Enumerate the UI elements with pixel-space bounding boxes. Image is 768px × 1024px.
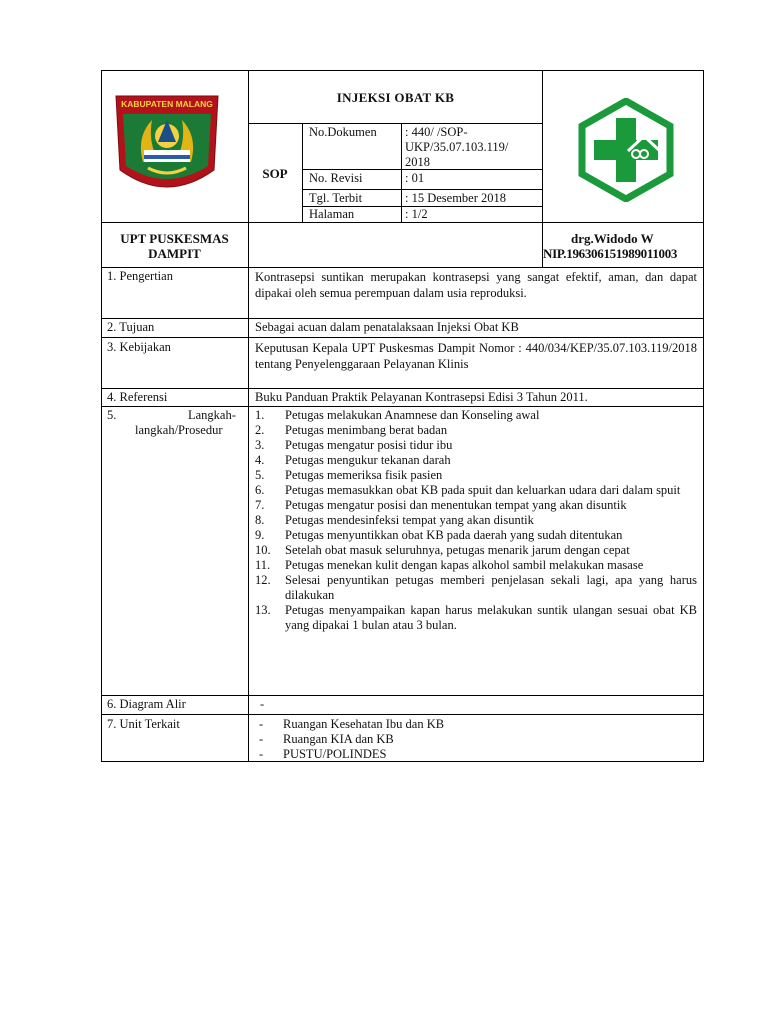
diagram-label: 6. Diagram Alir	[107, 697, 186, 711]
org-name: UPT PUSKESMAS DAMPIT	[120, 231, 229, 261]
diagram-text: -	[260, 697, 265, 711]
procedure-step: 1. Petugas melakukan Anamnese dan Konseling awal	[255, 408, 540, 422]
sop-label: SOP	[262, 166, 288, 181]
procedure-step: 7. Petugas mengatur posisi dan menentukan tempat yang akan disuntik	[255, 498, 627, 512]
pengertian-label: 1. Pengertian	[107, 269, 173, 283]
prosedur-label-line2: langkah/Prosedur	[135, 423, 223, 437]
unit-item: - Ruangan Kesehatan Ibu dan KB	[259, 717, 445, 731]
procedure-steps	[255, 408, 697, 633]
signer-nip: NIP.196306151989011003	[543, 246, 678, 261]
procedure-step: 10. Setelah obat masuk seluruhnya, petugas menarik jarum dengan cepat	[255, 543, 630, 557]
unit-label: 7. Unit Terkait	[107, 717, 180, 731]
unit-item: - Ruangan KIA dan KB	[259, 732, 394, 746]
procedure-step: 11. Petugas menekan kulit dengan kapas alkohol sambil melakukan masase	[255, 558, 644, 572]
procedure-step: 5. Petugas memeriksa fisik pasien	[255, 468, 443, 482]
issue-date-label: Tgl. Terbit	[309, 191, 363, 205]
procedure-step: 9. Petugas menyuntikkan obat KB pada daerah yang sudah ditentukan	[255, 528, 623, 542]
page-value: : 1/2	[405, 207, 428, 221]
procedure-step: 12. Selesai penyuntikan petugas memberi penjelasan sekali lagi, apa yang harus dilakukan	[255, 573, 697, 602]
tujuan-label: 2. Tujuan	[107, 320, 155, 334]
prosedur-label-line1: Langkah-	[188, 408, 236, 422]
kebijakan-label: 3. Kebijakan	[107, 340, 171, 354]
unit-list	[259, 717, 689, 762]
prosedur-label-num: 5.	[107, 408, 117, 422]
referensi-label: 4. Referensi	[107, 390, 168, 404]
procedure-step: 3. Petugas mengatur posisi tidur ibu	[255, 438, 453, 452]
referensi-text: Buku Panduan Praktik Pelayanan Kontrasepsi Edisi 3 Tahun 2011.	[255, 390, 588, 404]
kabupaten-malang-logo	[108, 92, 226, 200]
tujuan-text: Sebagai acuan dalam penatalaksaan Injeksi Obat KB	[255, 320, 519, 334]
page-label: Halaman	[309, 207, 355, 221]
pengertian-text: Kontrasepsi suntikan merupakan kontrasepsi yang sangat efektif, aman, dan dapat dipakai oleh semua perempuan dalam usia reproduksi.	[255, 270, 697, 300]
procedure-step: 2. Petugas menimbang berat badan	[255, 423, 448, 437]
revision-label: No. Revisi	[309, 171, 363, 185]
doc-number-label: No.Dokumen	[309, 125, 377, 139]
doc-number-value: : 440/ /SOP-UKP/35.07.103.119/ 2018	[405, 125, 509, 169]
kebijakan-text: Keputusan Kepala UPT Puskesmas Dampit Nomor : 440/034/KEP/35.07.103.119/2018 tentang Penyelenggaraan Pelayanan Klinis	[255, 341, 697, 371]
puskesmas-logo	[576, 98, 676, 202]
procedure-step: 13. Petugas menyampaikan kapan harus melakukan suntik ulangan sesuai obat KB yang dipakai 1 bulan atau 3 bulan.	[255, 603, 697, 632]
issue-date-value: : 15 Desember 2018	[405, 191, 507, 205]
revision-value: : 01	[405, 171, 425, 185]
procedure-step: 6. Petugas memasukkan obat KB pada spuit dan keluarkan udara dari dalam spuit	[255, 483, 681, 497]
procedure-step: 8. Petugas mendesinfeksi tempat yang akan disuntik	[255, 513, 534, 527]
unit-item: - PUSTU/POLINDES	[259, 747, 387, 761]
signer-name: drg.Widodo W	[571, 231, 654, 246]
sop-title: INJEKSI OBAT KB	[336, 90, 455, 105]
procedure-step: 4. Petugas mengukur tekanan darah	[255, 453, 451, 467]
logo-caption: KABUPATEN MALANG	[121, 99, 213, 109]
